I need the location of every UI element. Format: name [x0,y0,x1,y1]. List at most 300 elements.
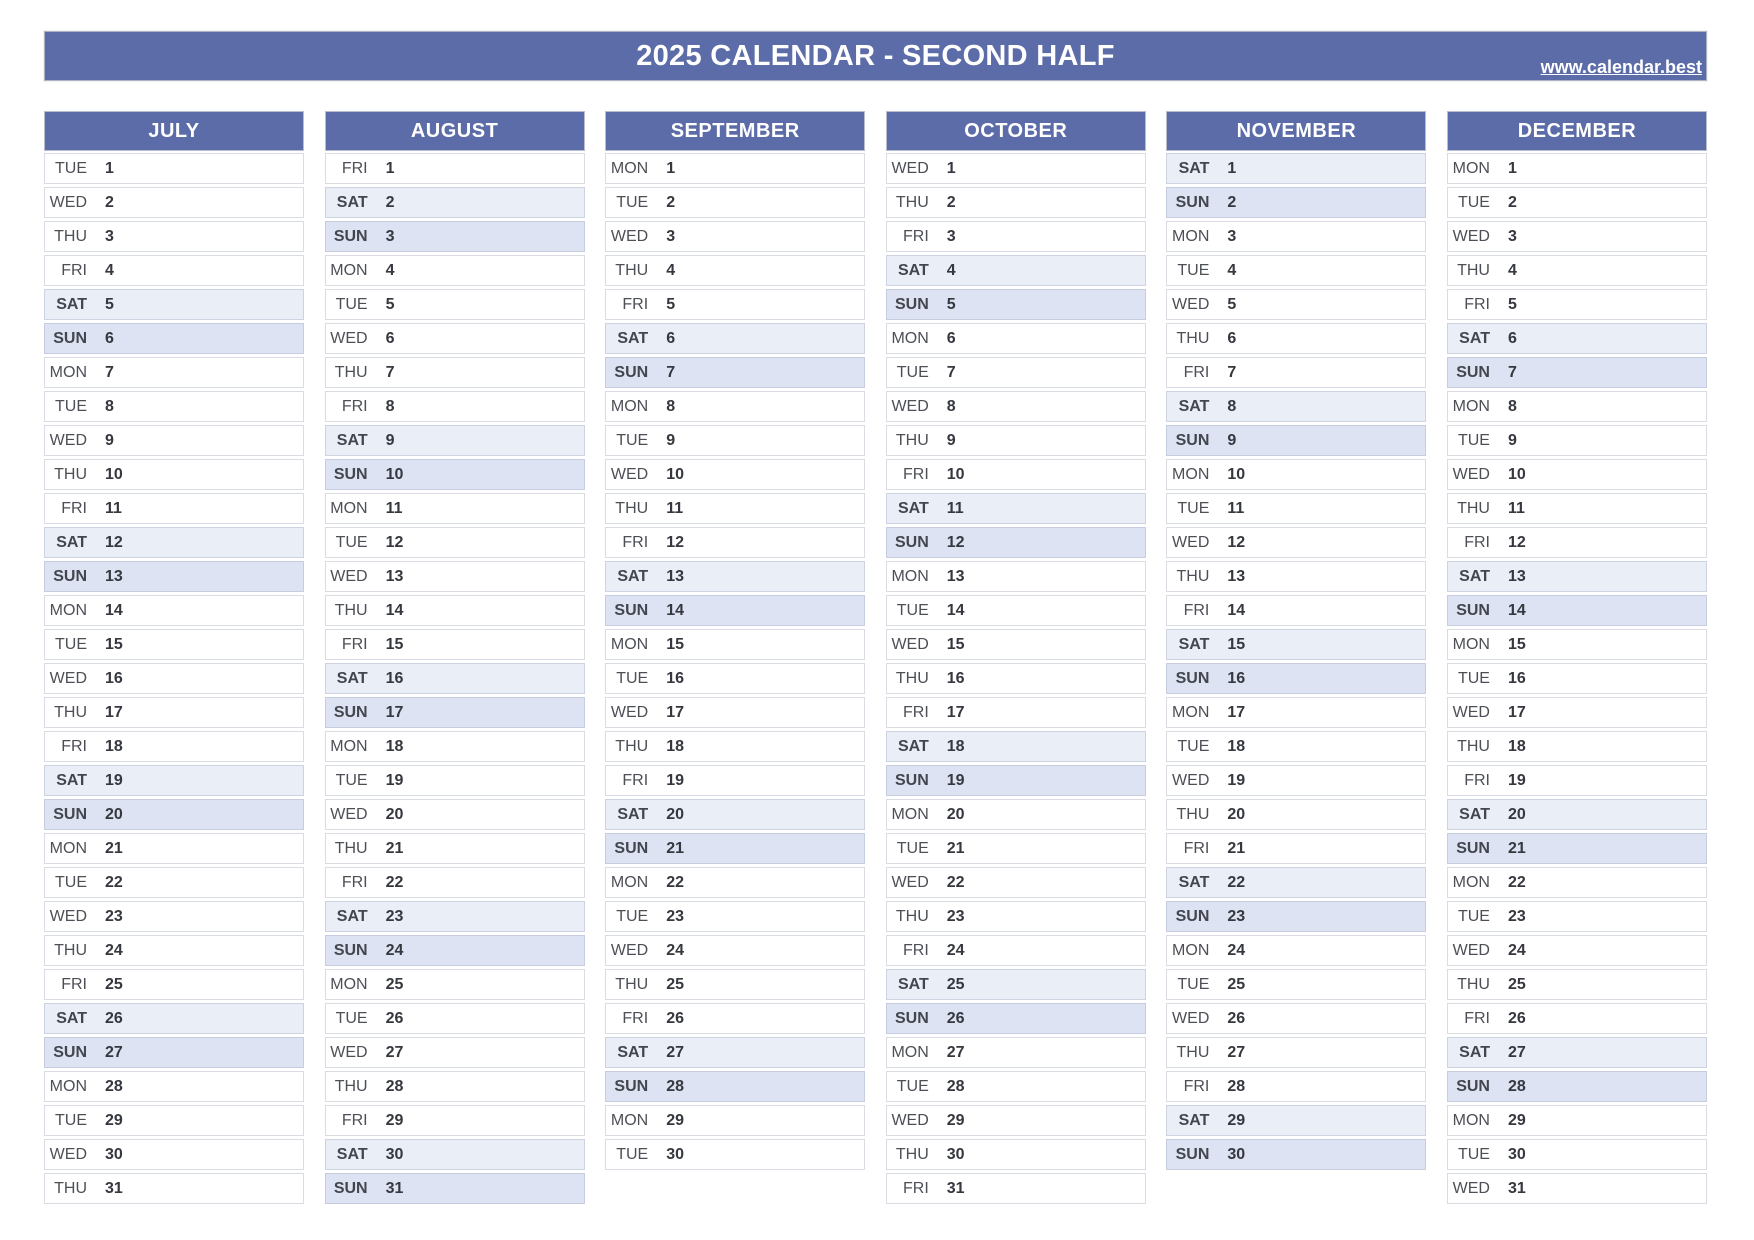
day-number: 5 [666,295,676,313]
day-number: 20 [385,805,404,823]
day-abbrev: FRI [1183,363,1210,381]
day-row [605,1105,865,1136]
day-abbrev: TUE [1457,907,1490,925]
day-row [886,765,1146,796]
day-abbrev: MON [1172,465,1210,483]
day-number: 14 [946,601,965,619]
day-row [44,221,304,252]
day-abbrev: WED [610,465,649,483]
day-row [1447,493,1707,524]
day-number: 4 [105,261,114,279]
day-abbrev: TUE [1457,669,1490,687]
day-row [886,493,1146,524]
day-abbrev: THU [1457,499,1490,517]
day-abbrev: SUN [333,465,368,483]
day-number: 10 [946,465,965,483]
day-abbrev: MON [330,261,368,279]
day-number: 11 [105,499,122,517]
day-number: 29 [946,1111,965,1129]
day-row [325,1105,585,1136]
day-row [886,731,1146,762]
day-row [325,221,585,252]
page-title: 2025 CALENDAR - SECOND HALF [636,40,1115,72]
day-number: 3 [105,227,114,245]
day-number: 6 [105,329,114,347]
day-number: 11 [946,499,964,517]
day-number: 18 [105,737,123,755]
day-abbrev: SAT [336,907,368,925]
day-abbrev: SAT [336,1145,368,1163]
day-row [325,935,585,966]
day-row [325,1173,585,1204]
month-header: AUGUST [325,111,585,151]
day-abbrev: THU [1457,975,1490,993]
day-abbrev: TUE [55,1111,87,1129]
day-abbrev: FRI [61,737,87,755]
day-abbrev: SAT [617,329,649,347]
day-row [605,153,865,184]
day-abbrev: TUE [55,873,87,891]
day-number: 29 [105,1111,123,1129]
day-number: 2 [1507,193,1517,211]
day-number: 1 [105,159,114,177]
day-number: 23 [1227,907,1246,925]
day-abbrev: TUE [55,635,87,653]
day-abbrev: SAT [1178,397,1210,415]
day-row [1447,1173,1707,1204]
day-abbrev: SUN [333,941,368,959]
day-abbrev: SAT [56,771,87,789]
day-number: 28 [666,1077,684,1095]
day-number: 28 [1507,1077,1526,1095]
day-row [44,425,304,456]
day-number: 17 [1227,703,1246,721]
day-number: 13 [666,567,684,585]
day-number: 7 [1227,363,1237,381]
day-abbrev: TUE [896,839,929,857]
day-number: 27 [946,1043,965,1061]
day-row [605,289,865,320]
day-number: 8 [1507,397,1517,415]
day-abbrev: THU [1176,805,1210,823]
day-row [325,255,585,286]
day-row [1166,1139,1426,1170]
month-column [44,111,304,1207]
day-number: 13 [946,567,965,585]
day-abbrev: TUE [335,295,368,313]
day-row [1166,561,1426,592]
day-row [1447,595,1707,626]
day-abbrev: WED [610,703,649,721]
day-abbrev: THU [1457,737,1490,755]
day-row [1447,527,1707,558]
day-row [1447,221,1707,252]
day-row [1166,391,1426,422]
day-row [325,1071,585,1102]
day-number: 22 [1227,873,1246,891]
month-column [605,111,865,1173]
day-number: 13 [1507,567,1526,585]
day-row [1447,391,1707,422]
day-number: 9 [1507,431,1517,449]
day-abbrev: WED [891,159,929,177]
day-abbrev: MON [1172,941,1210,959]
day-number: 1 [1227,159,1237,177]
day-abbrev: SAT [1459,805,1490,823]
day-number: 20 [1507,805,1526,823]
day-number: 30 [1507,1145,1526,1163]
day-number: 23 [105,907,123,925]
day-abbrev: SAT [1459,329,1490,347]
day-number: 24 [946,941,965,959]
day-row [44,153,304,184]
day-abbrev: SAT [56,533,87,551]
day-row [605,799,865,830]
day-row [325,561,585,592]
day-number: 11 [666,499,684,517]
day-abbrev: FRI [1183,1077,1210,1095]
day-number: 21 [105,839,123,857]
day-abbrev: FRI [622,771,649,789]
day-abbrev: TUE [1177,737,1210,755]
day-abbrev: SUN [1175,669,1210,687]
day-number: 28 [105,1077,123,1095]
day-number: 3 [385,227,395,245]
day-number: 26 [946,1009,965,1027]
day-number: 20 [666,805,684,823]
day-abbrev: FRI [1464,771,1490,789]
day-abbrev: FRI [1183,601,1210,619]
day-abbrev: FRI [622,1009,649,1027]
day-row [605,425,865,456]
day-row [1447,153,1707,184]
day-row [886,629,1146,660]
day-row [44,867,304,898]
month-header: SEPTEMBER [605,111,865,151]
day-row [44,935,304,966]
day-abbrev: SUN [1456,363,1490,381]
day-row [325,731,585,762]
day-abbrev: TUE [1457,431,1490,449]
day-row [1447,765,1707,796]
day-number: 4 [666,261,676,279]
day-row [1166,629,1426,660]
day-number: 26 [666,1009,684,1027]
day-abbrev: MON [891,1043,929,1061]
day-abbrev: THU [1176,1043,1210,1061]
day-number: 8 [946,397,956,415]
day-abbrev: SUN [614,839,649,857]
month-rows [886,153,1146,1204]
day-row [44,629,304,660]
day-number: 9 [385,431,395,449]
day-abbrev: SAT [1459,1043,1490,1061]
day-row [886,289,1146,320]
day-row [886,391,1146,422]
day-row [325,425,585,456]
day-row [325,1003,585,1034]
day-abbrev: FRI [903,703,929,721]
day-abbrev: WED [49,1145,87,1163]
day-row [1166,1037,1426,1068]
day-number: 24 [1507,941,1526,959]
day-row [1447,663,1707,694]
day-number: 12 [666,533,684,551]
day-number: 25 [1507,975,1526,993]
day-row [44,187,304,218]
day-row [44,357,304,388]
day-number: 24 [1227,941,1246,959]
day-abbrev: WED [610,941,649,959]
day-abbrev: SAT [1178,159,1210,177]
day-abbrev: THU [615,261,649,279]
day-number: 13 [105,567,123,585]
day-number: 28 [946,1077,965,1095]
day-number: 21 [666,839,684,857]
day-row [325,969,585,1000]
day-number: 26 [105,1009,123,1027]
day-abbrev: SUN [333,1179,368,1197]
day-number: 7 [105,363,114,381]
day-number: 14 [1507,601,1526,619]
day-abbrev: FRI [61,975,87,993]
day-abbrev: TUE [335,1009,368,1027]
day-abbrev: TUE [616,193,649,211]
day-row [1166,867,1426,898]
day-row [325,663,585,694]
day-number: 12 [946,533,965,551]
day-row [886,595,1146,626]
day-number: 6 [1227,329,1237,347]
day-number: 4 [385,261,395,279]
day-row [605,357,865,388]
day-abbrev: MON [610,159,649,177]
day-number: 7 [946,363,956,381]
day-number: 25 [1227,975,1246,993]
day-row [1447,1003,1707,1034]
day-number: 3 [946,227,956,245]
day-number: 15 [1507,635,1526,653]
day-abbrev: SUN [614,363,649,381]
day-row [605,527,865,558]
day-number: 10 [105,465,123,483]
day-abbrev: MON [1452,159,1490,177]
day-abbrev: MON [330,737,368,755]
day-row [1447,731,1707,762]
day-abbrev: SAT [617,805,649,823]
day-number: 12 [1227,533,1246,551]
day-row [605,1071,865,1102]
day-abbrev: SAT [336,193,368,211]
day-row [1447,561,1707,592]
day-row [325,527,585,558]
day-row [1166,221,1426,252]
day-number: 26 [1227,1009,1246,1027]
day-abbrev: WED [49,907,87,925]
day-row [886,561,1146,592]
day-abbrev: MON [1452,873,1490,891]
day-row [605,187,865,218]
day-abbrev: SUN [53,805,87,823]
day-abbrev: THU [895,193,929,211]
day-row [325,901,585,932]
day-number: 9 [666,431,676,449]
day-row [1166,697,1426,728]
day-abbrev: WED [1452,1179,1490,1197]
day-abbrev: FRI [61,261,87,279]
day-row [886,663,1146,694]
day-row [605,323,865,354]
day-row [605,255,865,286]
day-abbrev: FRI [1183,839,1210,857]
day-row [605,1003,865,1034]
day-abbrev: TUE [896,1077,929,1095]
day-number: 18 [1227,737,1246,755]
day-number: 6 [666,329,676,347]
day-abbrev: TUE [616,1145,649,1163]
day-abbrev: SUN [1175,1145,1210,1163]
day-number: 22 [946,873,965,891]
day-row [325,187,585,218]
day-number: 20 [1227,805,1246,823]
day-row [886,357,1146,388]
day-abbrev: TUE [1457,193,1490,211]
day-abbrev: WED [49,193,87,211]
day-abbrev: THU [1176,329,1210,347]
day-abbrev: SAT [336,669,368,687]
day-row [1166,1003,1426,1034]
day-row [1447,255,1707,286]
day-abbrev: SAT [336,431,368,449]
day-row [886,153,1146,184]
day-row [1447,425,1707,456]
day-abbrev: TUE [1457,1145,1490,1163]
day-number: 22 [666,873,684,891]
day-number: 31 [105,1179,123,1197]
day-row [44,901,304,932]
day-row [886,867,1146,898]
day-number: 30 [105,1145,123,1163]
day-abbrev: MON [891,329,929,347]
day-row [886,323,1146,354]
day-number: 14 [385,601,404,619]
day-number: 13 [385,567,404,585]
day-row [44,1037,304,1068]
day-number: 2 [666,193,676,211]
day-row [44,663,304,694]
day-number: 12 [1507,533,1526,551]
day-row [886,969,1146,1000]
day-abbrev: TUE [1177,499,1210,517]
day-row [44,527,304,558]
day-row [1447,1071,1707,1102]
day-number: 2 [1227,193,1237,211]
day-number: 23 [1507,907,1526,925]
day-abbrev: WED [1172,295,1210,313]
day-number: 17 [385,703,404,721]
website-link[interactable]: www.calendar.best [1540,57,1702,77]
title-bar [44,31,1707,81]
day-abbrev: WED [1452,941,1490,959]
day-number: 31 [1507,1179,1526,1197]
day-row [1447,289,1707,320]
day-abbrev: SAT [1459,567,1490,585]
day-abbrev: THU [334,839,368,857]
day-number: 25 [946,975,965,993]
day-abbrev: SUN [614,1077,649,1095]
day-abbrev: THU [334,601,368,619]
day-number: 19 [385,771,404,789]
day-row [605,1139,865,1170]
day-number: 22 [1507,873,1526,891]
day-abbrev: SUN [53,1043,87,1061]
day-number: 29 [666,1111,684,1129]
day-row [605,391,865,422]
day-abbrev: THU [1457,261,1490,279]
day-row [325,765,585,796]
day-row [886,799,1146,830]
day-abbrev: THU [334,1077,368,1095]
day-abbrev: TUE [55,397,87,415]
day-abbrev: SUN [614,601,649,619]
day-abbrev: THU [895,431,929,449]
day-row [1166,527,1426,558]
day-abbrev: SAT [1178,873,1210,891]
day-row [886,425,1146,456]
day-number: 19 [666,771,684,789]
day-abbrev: FRI [903,1179,929,1197]
day-abbrev: SUN [53,329,87,347]
day-abbrev: WED [330,805,368,823]
day-row [605,935,865,966]
day-number: 24 [666,941,684,959]
day-abbrev: FRI [903,227,929,245]
day-abbrev: SAT [56,1009,87,1027]
day-number: 18 [385,737,404,755]
day-abbrev: TUE [1177,261,1210,279]
day-number: 22 [105,873,123,891]
day-row [1166,153,1426,184]
day-abbrev: TUE [55,159,87,177]
day-row [44,561,304,592]
day-abbrev: SUN [333,227,368,245]
day-number: 7 [385,363,395,381]
day-abbrev: SUN [333,703,368,721]
day-row [605,1037,865,1068]
day-abbrev: TUE [616,669,649,687]
day-abbrev: MON [891,805,929,823]
day-number: 27 [385,1043,404,1061]
day-row [605,901,865,932]
day-abbrev: FRI [1464,533,1490,551]
day-number: 3 [1227,227,1237,245]
day-row [1447,357,1707,388]
day-abbrev: WED [891,397,929,415]
day-abbrev: WED [610,227,649,245]
day-number: 6 [946,329,956,347]
day-abbrev: THU [54,1179,87,1197]
day-row [44,697,304,728]
day-abbrev: FRI [341,635,368,653]
day-abbrev: FRI [903,465,929,483]
day-number: 22 [385,873,404,891]
day-abbrev: FRI [341,159,368,177]
day-abbrev: MON [49,839,87,857]
day-number: 8 [666,397,676,415]
day-abbrev: WED [891,873,929,891]
day-row [44,799,304,830]
day-number: 17 [946,703,965,721]
